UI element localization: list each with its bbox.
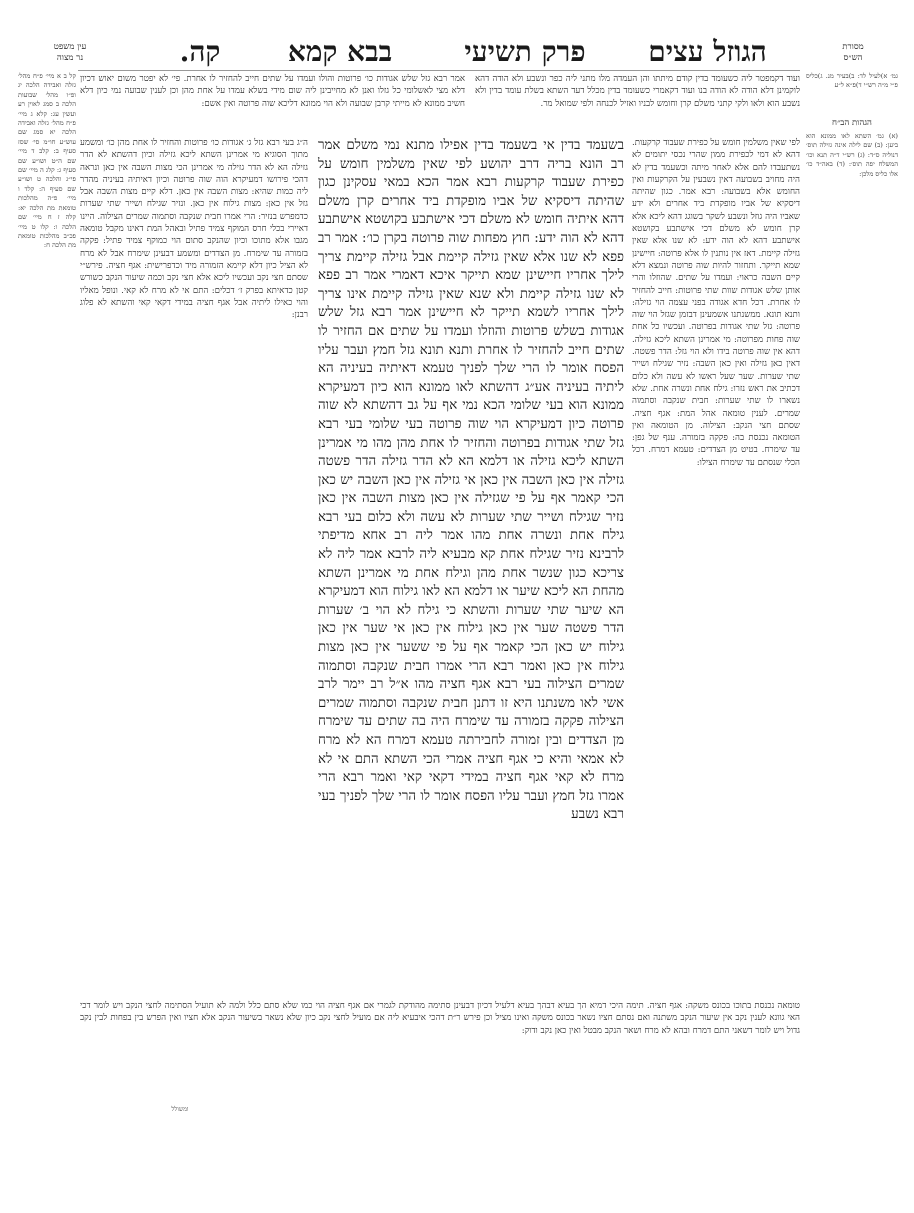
mesoret-text: גמ׳ א)לעיל לד: ב)בעיר מנ. ג)כליס פ״י מ״ה רש״י ד)פ״א ל״ע xyxy=(806,72,898,90)
tosafot-top: אמר רבא גזל שלש אגודות כו׳ פרוטות והולו ועמדו על שתים חייב להחזיר לו אחרת. פי׳ לא יפטר משום יאוש דכיון דלא מצי לאשלומי כל גזלו ואנן לא מחייבינן ליה שום מידי בשלא עמדו על אחת מהן וכן לענין שבועה נמי כיון דלא חשיב ממונא לא מייתי קרבן שבועה ולא הוי ממונא דליכא שוה פרוטה ואין אשם: xyxy=(80,74,465,109)
tosafot-left-column: ה״ג בעי רבא גזל ג׳ אגודות כו׳ פרוטות והחזיר לו אחת מהן כו׳ ומשמע מתוך הסוגיא מי אמרינן השתא ליכא גזילה וכיון דהשתא לא הדר גזילה הא לא הדר גזילה מי אמרינן הכי מצות השבה אין כאן ונראה דהכי פירושו דמעיקרא הוה שוה פרוטה וכיון דאיתיה בעיניה מהדר ליה כמות שהיא: מצות השבה אין כאן. דלא קיים מצות השבה אבל גזל אין כאן: מצות גילוח אין כאן. ונזיר שגילח ושייר שתי שערות כדמפרש בנזיר: הרי אמרו חבית שנקבה וסתמוה שמרים הצילוה. היינו דאיירי בכלי חרס המוקף צמיד פתיל ובאהל המת דאינו מקבל טומאה מגבו אלא מתוכו וכיון שהנקב סתום הוי כמוקף צמיד פתיל: פקקה בזמורה עד שימרח. מן הצדדים ומשמע דבעינן שימרח אבל לא מרח לא הציל כיון דלא קיימא הזמורה מיד וכדפרישית: אגף חציה. פירש״י שסתם חצי נקב ועכשיו ליכא אלא חצי נקב וכמה שיעור הנקב כשורש קטן כדאיתא בפרק ז׳ דכלים: התם אי לא מרח לא קאי. ונופל מאליו והוי כאילו ליתיה אבל אגף חציה במידי דקאי קאי והשתא לא פלוג רבנן: xyxy=(80,138,308,321)
gemara-text: בשעמד בדין אי בשעמד בדין אפילו מתנא נמי משלם אמר רב הונא בריה דרב יהושע לפי שאין משלמין חומש על כפירת שעבוד קרקעות רבא אמר הכא במאי עסקינן כגון שהיתה דיסקיא של אביו מופקדת ביד אחרים קרן משלם דהא איתיה חומש לא משלם דכי אישתבע בקושטא אישתבע דהא לא הוה ידע: חוץ מפחות שוה פרוטה בקרן כו׳: אמר רב פפא לא שנו אלא שאין גזילה קיימת אבל גזילה קיימת צריך לילך אחריו חיישינן שמא תייקר איכא דאמרי אמר רב פפא לא שנו גזילה קיימת ולא שנא שאין גזילה קיימת אינו צריך לילך אחריו לשמא תייקר לא חיישינן אמר רבא גזל שלש אגודות בשלש פרוטות והוזלו ועמדו על שתים אם החזיר לו שתים חייב להחזיר לו אחרת ותנא תונא גזל חמץ ועבר עליו הפסח אומר לו הרי שלך לפניך טעמא דאיתיה בעיניה הא ליתיה בעיניה אע״ג דהשתא לאו ממונא הוא כיון דמעיקרא ממונא הוא בעי שלומי הכא נמי אף על גב דהשתא לא שוה פרוטה כיון דמעיקרא הוי שוה פרוטה בעי שלומי בעי רבא גזל שתי אגודות בפרוטה והחזיר לו אחת מהן מהו מי אמרינן השתא ליכא גזילה או דלמא הא לא הדר גזילה הדר פשטה גזילה אין כאן השבה אין כאן אי גזילה אין כאן השבה יש כאן הכי קאמר אף על פי שגזילה אין כאן מצות השבה אין כאן נזיר שגילח ושייר שתי שערות לא עשה ולא כלום בעי רבא גילח אחת ונשרה אחת מהו אמר ליה רב אחא מדיפתי לרבינא נזיר שגילח אחת קא מבעיא ליה לרבא אמר ליה לא צריכא כגון שנשר אחת מהן וגילח אחת מי אמרינן השתא מהחת הא ליכא שיער או דלמא הא לאו גילוח הוא דמעיקרא הא שיער שתי שערות והשתא כי גילח לא הוי ב׳ שערות הדר פשטה שער אין כאן גילוח אין כאן אי שער אין כאן גילוח יש כאן הכי קאמר אף על פי ששער אין כאן מצות גילוח אין כאן ואמר רבא הרי אמרו חבית שנקבה וסתמוה שמרים הצילוה בעי רבא אגף חציה מהו א״ל רב יימר לרב אשי לאו משנתנו היא זו דתנן חבית שנקבה וסתמוה שמרים הצילוה פקקה בזמורה עד שימרח היה בה שתים עד שימרח מן הצדדים ובין זמורה לחבירתה טעמא דמרח הא לא מרח לא אמאי והיא כי אגף חציה אמרי הכי השתא התם אי לא מרח לא קאי אגף חציה במידי דקאי קאי ואמר רבא הרי אמרו גזל חמץ ועבר עליו הפסח אומר לו הרי שלך לפניך בעי רבא נשבע xyxy=(318,138,624,823)
daf-number: קה. xyxy=(179,35,221,68)
header-rule xyxy=(78,70,800,71)
mesoret-title: מסורת הש״ס xyxy=(842,42,864,63)
bottom-commentary: טומאה נכנסת בתוכו בכונס משקה: אגף חציה. תימה היכי דמיא הך בעיא דבהך בעיא דלעיל דכיון דבעינן סתימה מהודקת לגמרי אם אגף חציה הוי כמו שלא סתם כלל ולמה לא תועיל הסתימה לחצי הנקב ויש לומר דכי האי גוונא לענין נקב אין שיעור הנקב משתנה ואם נסתם חציו נשאר בכונס משקה ואינו מציל וכן פירש ר״ת דהכי איבעיא ליה אם מועיל לחצי נקב כיון שלא נשאר בשיעור הנקב אלא חציו ואין הפרש בין בפחות לבין נקב גדול ויש לומר דשאני התם דמרח ובהא לא מרח ושאר הנקב מבטל ואין כאן נקב ודוק: xyxy=(80,1001,800,1036)
ein-mishpat-title: עין משפט נר מצוה xyxy=(53,42,87,63)
footer-catchword: ומשולל xyxy=(171,1106,189,1113)
masechet-name: בבא קמא xyxy=(287,35,393,68)
hagahot-title: הגהות הב״ח xyxy=(832,118,872,128)
rashi-right-column: לפי שאין משלמין חומש על כפירת שעבוד קרקעות. דהא לא דמי לכפירת ממון שהרי נכסי יתומים לא נשתעבדו להם אלא לאחר מיתה וכשעמד בדין לא היה מחויב בשבועה דאין נשבעין על הקרקעות ואין החומש אלא בשבועה: רבא אמר. כגון שהיתה דיסקיא של אביו מופקדת ביד אחרים ולא ידע שאביו היה גוזל ונשבע לשקר בשוגג דהא ליכא אלא קרן חומש לא משלם דכי אישתבע בקושטא אישתבע דהא לא הוה ידע: לא שנו אלא שאין גזילה קיימת. דאז אין נותנין לו אלא פרוטה: חיישינן שמא תייקר. ותחזור להיות שוה פרוטה ונמצא דלא קיים השבה כראוי: ועמדו על שתים. שהוזלו והרי אותן שלש אגודות שוות שתי פרוטות: חייב להחזיר לו אחרת. דכל חדא אגודה בפני עצמה הוי גזילה: ותנא תונא. ממשנתנו אשמעינן דבזמן שגזל הוי שוה פרוטה: גזל שתי אגודות בפרוטה. ועכשיו כל אחת שוה פחות מפרוטה: מי אמרינן השתא ליכא גזילה. דהא אין שוה פרוטה בידו ולא הוי גזל: הדר פשטה. דאין כאן גזילה ואין כאן השבה: נזיר שגילח ושייר שתי שערות. שער שעל ראשו לא עשה ולא כלום דכתיב את ראש נזרו: גילח אחת ונשרה אחת. שלא נשארו לו שתי שערות: חבית שנקבה וסתמוה שמרים. לענין טומאה אהל המת: אגף חציה. שסתם חצי הנקב: הצילוה. מן הטומאה ואין הטומאה נכנסת בה: פקקה בזמורה. ענף של גפן: עד שימרח. בטיט מן הצדדים: טעמא דמרח. דכל הכלי שנסתם עד שימרח הצילו: xyxy=(632,138,800,468)
rashi-top: ועוד דקמפטר ליה כשעומד בדין קודם מיתתו והן העמדה מלו מתני ליה כפר ונשבע ולא הודה דהא לוקמינן דלא הודה לא הודה בנו ועוד דקאמרי כשעומד בדין מכלל דעד השתא בשלת עומד בדין ולא נשבע הוא ולאו ולקי קתני משלם קרן וחומש לבניו ואזיל לכנחה ולפי שמואל מר. xyxy=(475,74,800,109)
perek-name: פרק תשיעי xyxy=(464,35,586,68)
hagahot-text: (א) גמ׳ השתא לאו ממונא הוא ביען: (ב) שם לילה אינה גזילה תוס׳ דנוליה ס״ד: (ג) רש״י ד״ה תנא וכו׳ המשלח יפה תוס׳: (ד) באה״ד כו׳ אלו כליס מלכן: xyxy=(806,132,898,178)
ein-mishpat-text: קל ב א מיי׳ פ״ח מהל׳ גזלה ואבידה הלכה יג ופ״ו מהל׳ שבועות הלכה ב סמג לאוין רע ועשין עג: קלא ג מיי׳ פ״ח מהל׳ גזלה ואבידה הלכה יא סמג שם עוש״ע חו״מ סי׳ שסז סעיף ב: קלב ד מיי׳ שם ה״ט ושו״ע שם סעיף ג: קלג ה מיי׳ שם פי״ג והלכה ט ושו״ע שם סעיף ה: קלד ו מיי׳ פ״ה מהלכות טומאת מת הלכה יא: קלה ז ח מיי׳ שם הלכה ו: קלו ט מיי׳ פכ״ב מהלכות טומאת מת הלכה ח: xyxy=(18,72,76,250)
chapter-name: הגוזל עצים xyxy=(648,35,767,68)
